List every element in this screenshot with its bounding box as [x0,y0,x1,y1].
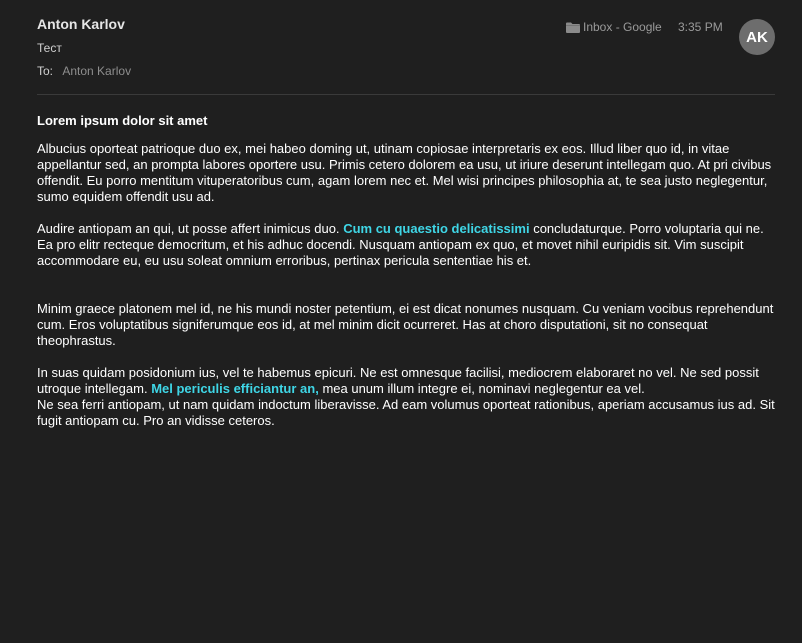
folder-icon [566,22,580,33]
body-paragraph [37,221,782,269]
body-title: Lorem ipsum dolor sit amet [37,113,208,128]
recipient-row [37,64,131,78]
body-text: In suas quidam posidonium ius, vel te habemus epicuri. Ne est omnesque facilisi, mediocrem elaboraret no vel. Ne sed possit utroque intellegam. [37,365,759,396]
message-subject: Тест [37,41,62,55]
highlighted-text: Mel periculis efficiantur an, [151,381,319,396]
recipient-name[interactable]: Anton Karlov [62,64,132,78]
avatar[interactable]: AK [739,19,775,55]
body-text: mea unum illum integre ei, nominavi neglegentur ea vel. [322,381,645,396]
sender-name[interactable]: Anton Karlov [37,16,125,32]
message-body [37,113,782,429]
header-divider [37,94,775,95]
mailbox-label[interactable] [566,20,662,34]
to-label: To: [37,64,54,78]
message-time: 3:35 PM [678,20,723,34]
body-paragraph: Albucius oporteat patrioque duo ex, mei habeo doming ut, utinam copiosae interpretaris ex eos. Illud liber quo id, in vitae appellantur sed, an prompta labores oportere usu. Primis cetero dolorem ea usu, ut iriure deserunt intellegam quo. At pri civibus offendit. Eu porro mentitum vituperatoribus cum, agam lorem nec et. Mel wisi principes philosophia at, te sea justo neglegentur, sumo equidem offendit usu ad. [37,141,772,204]
body-text: concludaturque. Porro voluptaria qui ne. Ea pro elitr recteque democritum, et his adhuc docendi. Nusquam antiopam ex quo, et movet nihil euripidis sit. Vim suscipit accommodare eu, eu usu soleat omnium erroribus, pertinax pericula sententiae his et. [37,221,764,268]
highlighted-text: Cum cu quaestio delicatissimi [343,221,530,236]
body-text: Audire antiopam an qui, ut posse affert inimicus duo. [37,221,340,236]
mailbox-name: Inbox - Google [583,20,662,34]
body-paragraph [37,365,782,397]
body-paragraph: Minim graece platonem mel id, ne his mundi noster petentium, ei est dicat nonumes nusquam. Cu veniam vocibus reprehendunt cum. Eros voluptatibus signiferumque eos id, at mel minim dicit ocurreret. Has at choro disputationi, sit no consequat theophrastus. [37,301,774,348]
body-paragraph: Ne sea ferri antiopam, ut nam quidam indoctum liberavisse. Ad eam volumus oporteat rationibus, aperiam accusamus ius ad. Sit fugit antiopam cu. Pro an vidisse ceteros. [37,397,775,428]
